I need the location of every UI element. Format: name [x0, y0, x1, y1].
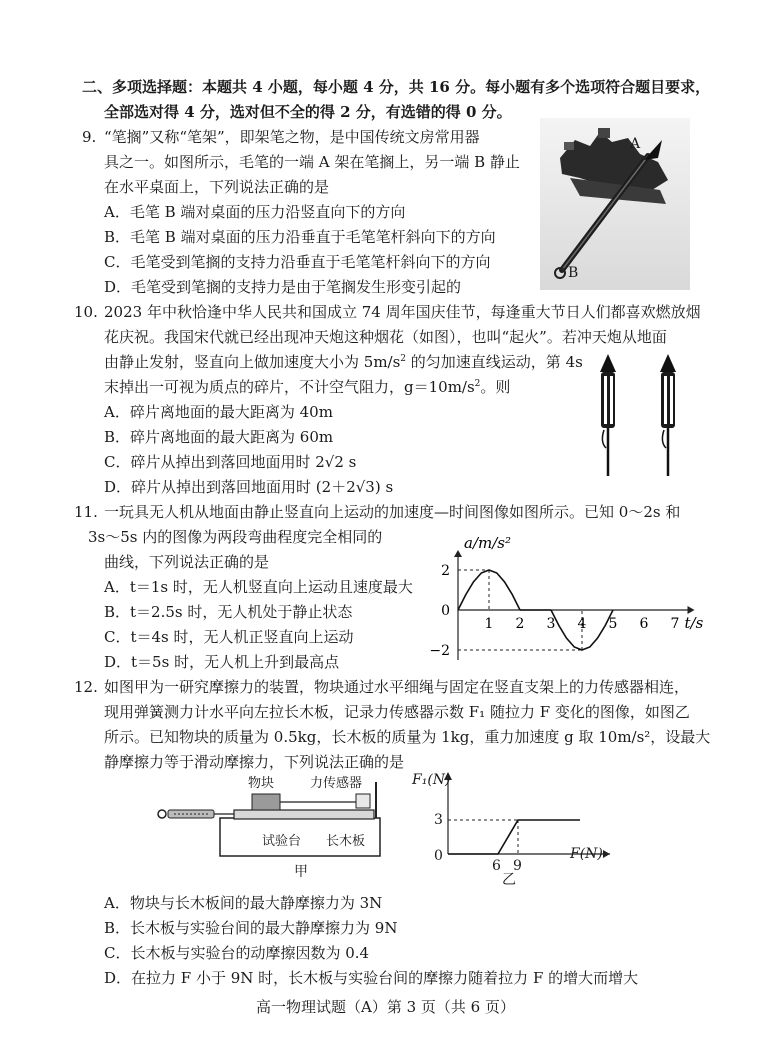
q12-stem-line3: 所示。已知物块的质量为 0.5kg，长木板的质量为 1kg，重力加速度 g 取 10m/s²，设最大 [104, 728, 711, 746]
q9-brush-rest-photo [540, 118, 690, 290]
q11-option-b: B．t＝2.5s 时，无人机处于静止状态 [104, 603, 353, 621]
q9-option-b: B．毛笔 B 端对桌面的压力沿垂直于毛笔笔杆斜向下的方向 [104, 228, 496, 246]
q9-label-b: B [568, 265, 579, 281]
q11-stem-line2: 3s～5s 内的图像为两段弯曲程度完全相同的 [88, 528, 383, 546]
q10-stem-line4 [104, 377, 510, 397]
q9-option-d: D．毛笔受到笔搁的支持力是由于笔搁发生形变引起的 [104, 278, 462, 296]
q10-stem-line1: 2023 年中秋恰逢中华人民共和国成立 74 周年国庆佳节，每逢重大节日人们都喜欢燃放烟 [104, 303, 701, 321]
q10-stem-line3 [104, 352, 583, 372]
x-axis-label: t/s [684, 614, 704, 632]
q12-option-c: C．长木板与实验台的动摩擦因数为 0.4 [104, 944, 370, 962]
x-tick-label-5: 5 [608, 616, 618, 632]
q12-yi-tick-3: 3 [434, 812, 443, 828]
rocket-right [660, 354, 676, 476]
q12-option-a: A．物块与长木板间的最大静摩擦力为 3N [104, 894, 383, 912]
q11-stem-line3: 曲线，下列说法正确的是 [104, 553, 270, 571]
q12-figure-yi [410, 766, 620, 891]
x-axis-arrow [688, 606, 695, 614]
x-tick-label-4: 4 [577, 616, 587, 632]
q12-number: 12. [74, 678, 98, 696]
y-axis-arrow [454, 550, 462, 557]
q11-chart-svg [418, 532, 708, 662]
q12-yi-ylabel: F₁(N) [412, 772, 451, 788]
section-header-line2: 全部选对得 4 分，选对但不全的得 2 分，有选错的得 0 分。 [104, 103, 512, 121]
q10-option-b: B．碎片离地面的最大距离为 60m [104, 428, 334, 446]
q10-stem-line3-sup: 2 [400, 354, 407, 364]
y-tick-label-2: −2 [429, 643, 450, 659]
q9-number: 9. [82, 128, 97, 146]
q9-stem-line2: 具之一。如图所示，毛笔的一端 A 架在笔搁上，另一端 B 静止 [104, 153, 520, 171]
q11-option-c: C．t＝4s 时，无人机正竖直向上运动 [104, 628, 354, 646]
q10-stem-line4-sup: 2 [474, 379, 481, 389]
q12-label-sensor: 力传感器 [310, 776, 363, 791]
q12-yi-xlabel: F(N) [570, 846, 603, 862]
x-tick-label-2: 2 [515, 616, 525, 632]
q10-rocket-figure [590, 352, 700, 480]
q10-number: 10. [74, 303, 98, 321]
rocket-left [600, 354, 616, 476]
q10-option-a: A．碎片离地面的最大距离为 40m [104, 403, 333, 421]
q12-yi-tick-9: 9 [513, 858, 522, 874]
q10-stem-line3-a: 由静止发射，竖直向上做加速度大小为 5m/s [104, 353, 401, 371]
q12-label-block: 物块 [248, 776, 275, 791]
y-tick-label-0: 2 [441, 563, 450, 579]
q11-option-a: A．t＝1s 时，无人机竖直向上运动且速度最大 [104, 578, 413, 596]
y-axis-label: a/m/s² [464, 534, 511, 552]
x-tick-label-1: 1 [484, 616, 494, 632]
q10-stem-line4-a: 末掉出一可视为质点的碎片，不计空气阻力，g＝10m/s [104, 378, 475, 396]
q12-figure-jia [150, 772, 390, 887]
y-tick-label-1: 0 [441, 603, 450, 619]
page-footer: 高一物理试题（A）第 3 页（共 6 页） [256, 998, 515, 1016]
q11-acceleration-chart [418, 532, 708, 662]
q11-stem-line1: 一玩具无人机从地面由静止竖直向上运动的加速度—时间图像如图所示。已知 0～2s 和 [104, 503, 681, 521]
x-tick-label-7: 7 [670, 616, 680, 632]
q10-stem-line2: 花庆祝。我国宋代就已经出现冲天炮这种烟花（如图），也叫“起火”。若冲天炮从地面 [104, 328, 667, 346]
q11-number: 11. [74, 503, 98, 521]
q12-yi-origin: 0 [434, 848, 443, 864]
x-tick-label-3: 3 [546, 616, 556, 632]
q12-caption-jia: 甲 [294, 864, 308, 880]
q10-option-c: C．碎片从掉出到落回地面用时 2√2 s [104, 453, 357, 471]
x-tick-label-6: 6 [639, 616, 649, 632]
q10-stem-line4-b: 。则 [480, 378, 511, 396]
q9-option-c: C．毛笔受到笔搁的支持力沿垂直于毛笔笔杆斜向下的方向 [104, 253, 491, 271]
q12-yi-tick-6: 6 [492, 858, 501, 874]
section-header-line1: 二、多项选择题：本题共 4 小题，每小题 4 分，共 16 分。每小题有多个选项符合题目要求， [82, 78, 711, 96]
q9-stem-line3: 在水平桌面上，下列说法正确的是 [104, 178, 330, 196]
q12-stem-line2: 现用弹簧测力计水平向左拉长木板，记录力传感器示数 F₁ 随拉力 F 变化的图像，如图乙 [104, 703, 690, 721]
q12-label-table: 试验台 [262, 834, 302, 849]
q12-option-b: B．长木板与实验台间的最大静摩擦力为 9N [104, 919, 398, 937]
q12-label-board: 长木板 [326, 834, 366, 849]
q12-option-d: D．在拉力 F 小于 9N 时，长木板与实验台间的摩擦力随着拉力 F 的增大而增大 [104, 969, 639, 987]
q10-option-d: D．碎片从掉出到落回地面用时 (2＋2√3) s [104, 478, 394, 496]
q9-stem-line1: “笔搁”又称“笔架”，即架笔之物，是中国传统文房常用器 [104, 128, 480, 146]
q12-stem-line4: 静摩擦力等于滑动摩擦力，下列说法正确的是 [104, 753, 405, 771]
q9-label-a: A [630, 136, 641, 152]
q12-caption-yi: 乙 [502, 872, 516, 888]
q11-option-d: D．t＝5s 时，无人机上升到最高点 [104, 653, 340, 671]
q12-stem-line1: 如图甲为一研究摩擦力的装置，物块通过水平细绳与固定在竖直支架上的力传感器相连， [104, 678, 690, 696]
q10-stem-line3-b: 的匀加速直线运动，第 4s [406, 353, 583, 371]
q9-option-a: A．毛笔 B 端对桌面的压力沿竖直向下的方向 [104, 203, 406, 221]
